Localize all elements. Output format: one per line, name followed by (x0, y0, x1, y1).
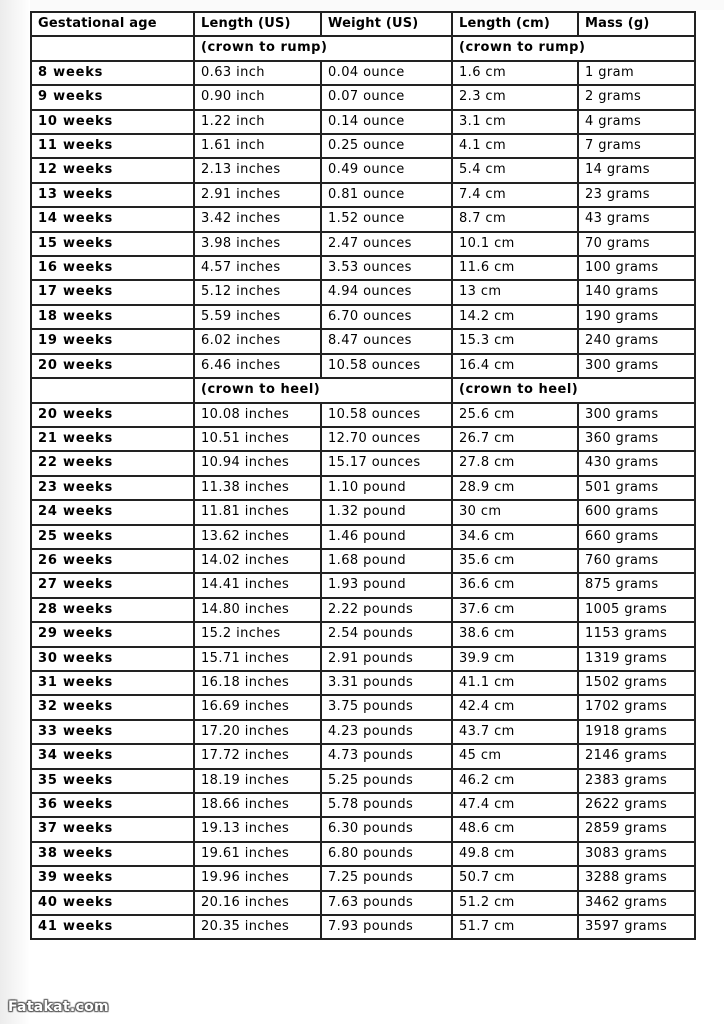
mass-g-cell: 1153 grams (578, 622, 695, 646)
fetal-growth-table-container (30, 11, 694, 940)
gestational-age-cell: 30 weeks (31, 647, 194, 671)
gestational-age-cell: 15 weeks (31, 232, 194, 256)
table-row (31, 500, 695, 524)
gestational-age-cell: 27 weeks (31, 573, 194, 597)
table-row (31, 451, 695, 475)
length-us-cell: 15.71 inches (194, 647, 321, 671)
table-row (31, 549, 695, 573)
gestational-age-cell: 33 weeks (31, 720, 194, 744)
length-us-cell: 13.62 inches (194, 525, 321, 549)
mass-g-cell: 300 grams (578, 354, 695, 378)
table-row (31, 598, 695, 622)
mass-g-cell: 2 grams (578, 85, 695, 109)
length-cm-cell: 11.6 cm (452, 256, 578, 280)
length-cm-cell: 10.1 cm (452, 232, 578, 256)
gestational-age-cell: 25 weeks (31, 525, 194, 549)
length-cm-cell: 37.6 cm (452, 598, 578, 622)
weight-us-cell: 4.23 pounds (321, 720, 452, 744)
weight-us-cell: 0.04 ounce (321, 61, 452, 85)
mass-g-cell: 140 grams (578, 280, 695, 304)
length-us-cell: 4.57 inches (194, 256, 321, 280)
table-row (31, 183, 695, 207)
table-row (31, 110, 695, 134)
table-row (31, 793, 695, 817)
fetal-growth-table (30, 11, 696, 940)
subheader-empty-cell (31, 36, 194, 60)
table-row (31, 403, 695, 427)
length-cm-cell: 27.8 cm (452, 451, 578, 475)
subheader-empty-cell (31, 378, 194, 402)
top-strip (0, 0, 724, 10)
table-row (31, 427, 695, 451)
table-row (31, 525, 695, 549)
length-us-cell: 3.42 inches (194, 207, 321, 231)
length-us-cell: 10.94 inches (194, 451, 321, 475)
table-row (31, 305, 695, 329)
weight-us-cell: 1.52 ounce (321, 207, 452, 231)
table-row (31, 769, 695, 793)
weight-us-cell: 15.17 ounces (321, 451, 452, 475)
mass-g-cell: 190 grams (578, 305, 695, 329)
weight-us-cell: 2.54 pounds (321, 622, 452, 646)
length-us-cell: 6.02 inches (194, 329, 321, 353)
length-cm-cell: 5.4 cm (452, 158, 578, 182)
gestational-age-cell: 10 weeks (31, 110, 194, 134)
length-us-cell: 20.35 inches (194, 915, 321, 939)
weight-us-cell: 0.81 ounce (321, 183, 452, 207)
crown-to-rump-metric-label: (crown to rump) (452, 36, 695, 60)
gestational-age-cell: 35 weeks (31, 769, 194, 793)
weight-us-cell: 5.78 pounds (321, 793, 452, 817)
length-cm-cell: 42.4 cm (452, 695, 578, 719)
table-row (31, 817, 695, 841)
crown-to-heel-us-label: (crown to heel) (194, 378, 452, 402)
mass-g-cell: 1502 grams (578, 671, 695, 695)
table-row (31, 866, 695, 890)
gestational-age-cell: 36 weeks (31, 793, 194, 817)
weight-us-cell: 3.75 pounds (321, 695, 452, 719)
mass-g-cell: 2146 grams (578, 744, 695, 768)
length-cm-cell: 30 cm (452, 500, 578, 524)
length-us-cell: 17.20 inches (194, 720, 321, 744)
mass-g-cell: 100 grams (578, 256, 695, 280)
length-us-cell: 11.81 inches (194, 500, 321, 524)
gestational-age-cell: 20 weeks (31, 403, 194, 427)
table-row (31, 207, 695, 231)
mass-g-cell: 2383 grams (578, 769, 695, 793)
crown-to-rump-subheader-row (31, 36, 695, 60)
weight-us-cell: 8.47 ounces (321, 329, 452, 353)
header-weight-us: Weight (US) (321, 12, 452, 36)
length-cm-cell: 2.3 cm (452, 85, 578, 109)
gestational-age-cell: 22 weeks (31, 451, 194, 475)
length-cm-cell: 50.7 cm (452, 866, 578, 890)
length-cm-cell: 48.6 cm (452, 817, 578, 841)
mass-g-cell: 600 grams (578, 500, 695, 524)
mass-g-cell: 240 grams (578, 329, 695, 353)
gestational-age-cell: 13 weeks (31, 183, 194, 207)
gestational-age-cell: 29 weeks (31, 622, 194, 646)
gestational-age-cell: 9 weeks (31, 85, 194, 109)
mass-g-cell: 23 grams (578, 183, 695, 207)
mass-g-cell: 70 grams (578, 232, 695, 256)
table-row (31, 842, 695, 866)
table-row (31, 232, 695, 256)
gestational-age-cell: 19 weeks (31, 329, 194, 353)
gestational-age-cell: 39 weeks (31, 866, 194, 890)
weight-us-cell: 2.47 ounces (321, 232, 452, 256)
gestational-age-cell: 16 weeks (31, 256, 194, 280)
table-row (31, 134, 695, 158)
weight-us-cell: 6.30 pounds (321, 817, 452, 841)
mass-g-cell: 2622 grams (578, 793, 695, 817)
weight-us-cell: 6.80 pounds (321, 842, 452, 866)
table-row (31, 476, 695, 500)
gestational-age-cell: 21 weeks (31, 427, 194, 451)
gestational-age-cell: 32 weeks (31, 695, 194, 719)
header-length-us: Length (US) (194, 12, 321, 36)
length-us-cell: 0.90 inch (194, 85, 321, 109)
length-us-cell: 11.38 inches (194, 476, 321, 500)
mass-g-cell: 3597 grams (578, 915, 695, 939)
weight-us-cell: 2.22 pounds (321, 598, 452, 622)
weight-us-cell: 0.25 ounce (321, 134, 452, 158)
gestational-age-cell: 40 weeks (31, 891, 194, 915)
gestational-age-cell: 37 weeks (31, 817, 194, 841)
length-cm-cell: 16.4 cm (452, 354, 578, 378)
length-us-cell: 18.19 inches (194, 769, 321, 793)
table-row (31, 744, 695, 768)
length-cm-cell: 47.4 cm (452, 793, 578, 817)
gestational-age-cell: 20 weeks (31, 354, 194, 378)
length-cm-cell: 26.7 cm (452, 427, 578, 451)
table-row (31, 256, 695, 280)
length-cm-cell: 38.6 cm (452, 622, 578, 646)
length-cm-cell: 41.1 cm (452, 671, 578, 695)
gestational-age-cell: 14 weeks (31, 207, 194, 231)
length-cm-cell: 39.9 cm (452, 647, 578, 671)
weight-us-cell: 3.31 pounds (321, 671, 452, 695)
length-us-cell: 20.16 inches (194, 891, 321, 915)
length-us-cell: 5.12 inches (194, 280, 321, 304)
length-us-cell: 14.41 inches (194, 573, 321, 597)
weight-us-cell: 7.25 pounds (321, 866, 452, 890)
length-cm-cell: 4.1 cm (452, 134, 578, 158)
crown-to-rump-us-label: (crown to rump) (194, 36, 452, 60)
length-cm-cell: 34.6 cm (452, 525, 578, 549)
mass-g-cell: 760 grams (578, 549, 695, 573)
length-us-cell: 19.13 inches (194, 817, 321, 841)
mass-g-cell: 430 grams (578, 451, 695, 475)
length-cm-cell: 25.6 cm (452, 403, 578, 427)
table-row (31, 85, 695, 109)
table-row (31, 158, 695, 182)
mass-g-cell: 1005 grams (578, 598, 695, 622)
length-cm-cell: 1.6 cm (452, 61, 578, 85)
mass-g-cell: 4 grams (578, 110, 695, 134)
table-row (31, 573, 695, 597)
mass-g-cell: 1 gram (578, 61, 695, 85)
gestational-age-cell: 28 weeks (31, 598, 194, 622)
length-us-cell: 10.08 inches (194, 403, 321, 427)
table-body (31, 36, 695, 939)
mass-g-cell: 360 grams (578, 427, 695, 451)
gestational-age-cell: 31 weeks (31, 671, 194, 695)
weight-us-cell: 1.46 pound (321, 525, 452, 549)
watermark-logo: Fatakat.com (8, 999, 109, 1015)
table-row (31, 354, 695, 378)
weight-us-cell: 6.70 ounces (321, 305, 452, 329)
length-us-cell: 19.96 inches (194, 866, 321, 890)
table-row (31, 622, 695, 646)
length-cm-cell: 13 cm (452, 280, 578, 304)
crown-to-heel-metric-label: (crown to heel) (452, 378, 695, 402)
mass-g-cell: 501 grams (578, 476, 695, 500)
length-us-cell: 1.22 inch (194, 110, 321, 134)
weight-us-cell: 1.68 pound (321, 549, 452, 573)
weight-us-cell: 10.58 ounces (321, 403, 452, 427)
length-us-cell: 5.59 inches (194, 305, 321, 329)
table-row (31, 329, 695, 353)
length-us-cell: 6.46 inches (194, 354, 321, 378)
table-row (31, 695, 695, 719)
weight-us-cell: 4.73 pounds (321, 744, 452, 768)
mass-g-cell: 660 grams (578, 525, 695, 549)
header-row (31, 12, 695, 36)
length-us-cell: 14.02 inches (194, 549, 321, 573)
length-us-cell: 10.51 inches (194, 427, 321, 451)
length-cm-cell: 49.8 cm (452, 842, 578, 866)
gestational-age-cell: 8 weeks (31, 61, 194, 85)
length-cm-cell: 36.6 cm (452, 573, 578, 597)
mass-g-cell: 7 grams (578, 134, 695, 158)
length-cm-cell: 51.7 cm (452, 915, 578, 939)
mass-g-cell: 14 grams (578, 158, 695, 182)
length-cm-cell: 51.2 cm (452, 891, 578, 915)
length-us-cell: 3.98 inches (194, 232, 321, 256)
length-us-cell: 18.66 inches (194, 793, 321, 817)
header-length-cm: Length (cm) (452, 12, 578, 36)
length-us-cell: 15.2 inches (194, 622, 321, 646)
gestational-age-cell: 18 weeks (31, 305, 194, 329)
length-us-cell: 16.69 inches (194, 695, 321, 719)
weight-us-cell: 7.63 pounds (321, 891, 452, 915)
weight-us-cell: 3.53 ounces (321, 256, 452, 280)
weight-us-cell: 0.07 ounce (321, 85, 452, 109)
gestational-age-cell: 11 weeks (31, 134, 194, 158)
length-cm-cell: 28.9 cm (452, 476, 578, 500)
mass-g-cell: 1319 grams (578, 647, 695, 671)
weight-us-cell: 10.58 ounces (321, 354, 452, 378)
weight-us-cell: 7.93 pounds (321, 915, 452, 939)
table-row (31, 891, 695, 915)
mass-g-cell: 3288 grams (578, 866, 695, 890)
mass-g-cell: 2859 grams (578, 817, 695, 841)
weight-us-cell: 0.49 ounce (321, 158, 452, 182)
mass-g-cell: 875 grams (578, 573, 695, 597)
gestational-age-cell: 17 weeks (31, 280, 194, 304)
table-row (31, 915, 695, 939)
weight-us-cell: 0.14 ounce (321, 110, 452, 134)
length-cm-cell: 46.2 cm (452, 769, 578, 793)
header-gestational-age: Gestational age (31, 12, 194, 36)
mass-g-cell: 43 grams (578, 207, 695, 231)
gestational-age-cell: 41 weeks (31, 915, 194, 939)
gestational-age-cell: 24 weeks (31, 500, 194, 524)
gestational-age-cell: 12 weeks (31, 158, 194, 182)
gestational-age-cell: 38 weeks (31, 842, 194, 866)
length-us-cell: 1.61 inch (194, 134, 321, 158)
left-margin-shade (0, 0, 30, 1024)
table-row (31, 61, 695, 85)
gestational-age-cell: 26 weeks (31, 549, 194, 573)
header-mass-g: Mass (g) (578, 12, 695, 36)
table-row (31, 280, 695, 304)
mass-g-cell: 1702 grams (578, 695, 695, 719)
length-us-cell: 17.72 inches (194, 744, 321, 768)
length-cm-cell: 15.3 cm (452, 329, 578, 353)
table-row (31, 720, 695, 744)
length-cm-cell: 8.7 cm (452, 207, 578, 231)
length-cm-cell: 35.6 cm (452, 549, 578, 573)
length-cm-cell: 43.7 cm (452, 720, 578, 744)
length-us-cell: 16.18 inches (194, 671, 321, 695)
length-cm-cell: 45 cm (452, 744, 578, 768)
table-row (31, 647, 695, 671)
weight-us-cell: 1.32 pound (321, 500, 452, 524)
weight-us-cell: 1.10 pound (321, 476, 452, 500)
mass-g-cell: 1918 grams (578, 720, 695, 744)
weight-us-cell: 5.25 pounds (321, 769, 452, 793)
length-us-cell: 2.91 inches (194, 183, 321, 207)
length-cm-cell: 7.4 cm (452, 183, 578, 207)
gestational-age-cell: 23 weeks (31, 476, 194, 500)
length-us-cell: 2.13 inches (194, 158, 321, 182)
length-us-cell: 0.63 inch (194, 61, 321, 85)
mass-g-cell: 3462 grams (578, 891, 695, 915)
weight-us-cell: 4.94 ounces (321, 280, 452, 304)
table-row (31, 671, 695, 695)
weight-us-cell: 2.91 pounds (321, 647, 452, 671)
gestational-age-cell: 34 weeks (31, 744, 194, 768)
length-cm-cell: 14.2 cm (452, 305, 578, 329)
mass-g-cell: 300 grams (578, 403, 695, 427)
weight-us-cell: 1.93 pound (321, 573, 452, 597)
length-us-cell: 19.61 inches (194, 842, 321, 866)
weight-us-cell: 12.70 ounces (321, 427, 452, 451)
length-cm-cell: 3.1 cm (452, 110, 578, 134)
crown-to-heel-subheader-row (31, 378, 695, 402)
length-us-cell: 14.80 inches (194, 598, 321, 622)
mass-g-cell: 3083 grams (578, 842, 695, 866)
